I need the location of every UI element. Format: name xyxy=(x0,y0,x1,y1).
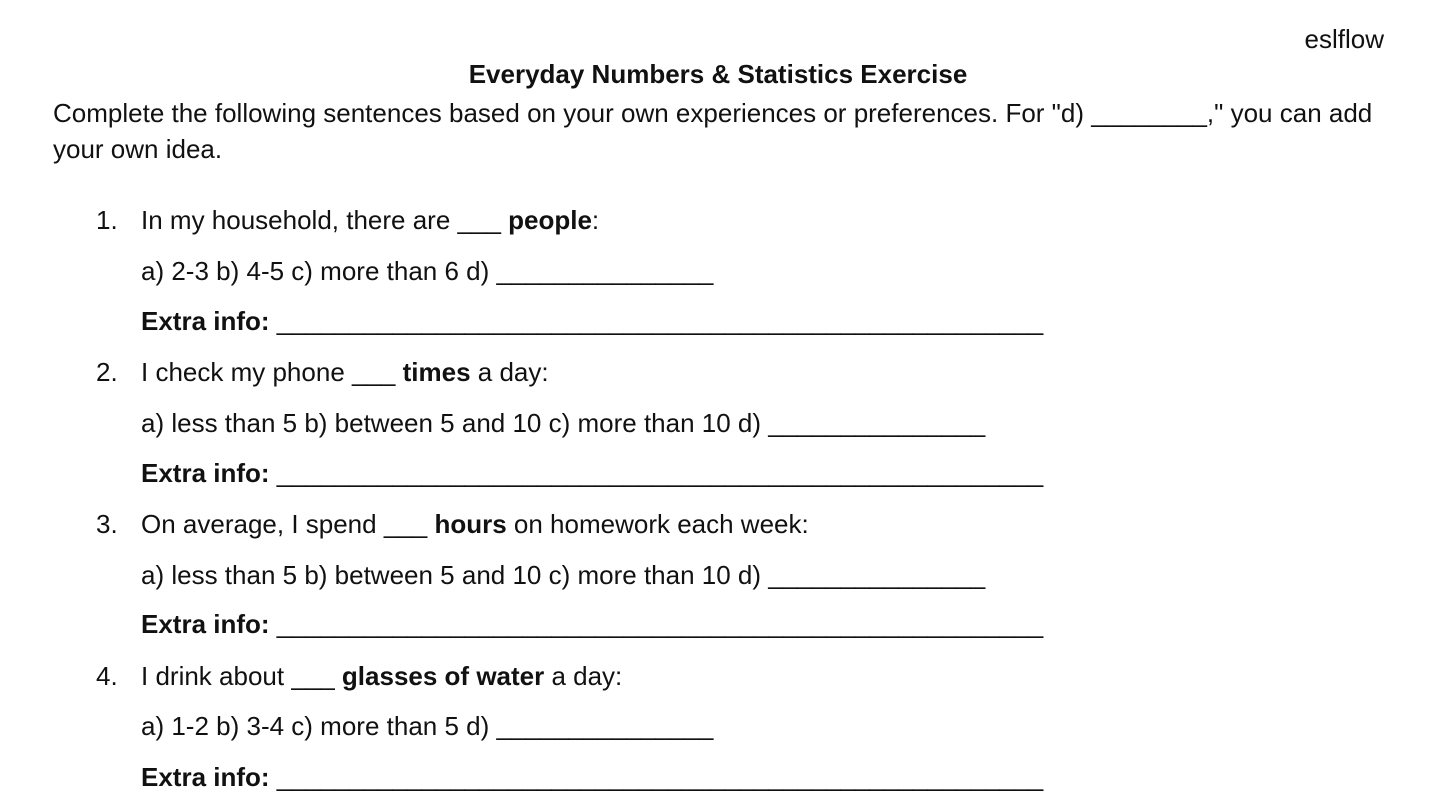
question-text-end: a day: xyxy=(544,661,623,691)
question-text-end: on homework each week: xyxy=(506,509,809,539)
question-number: 2. xyxy=(96,357,118,387)
question-2 xyxy=(96,357,549,387)
question-text: In my household, there are ___ xyxy=(141,205,509,235)
question-1 xyxy=(96,205,599,235)
question-4-extra-info xyxy=(141,762,1043,792)
question-keyword: people xyxy=(508,205,592,235)
question-number: 1. xyxy=(96,205,118,235)
question-2-extra-info xyxy=(141,458,1043,488)
question-text-end: a day: xyxy=(470,357,549,387)
question-text-end: : xyxy=(591,205,600,235)
question-1-extra-info xyxy=(141,306,1043,336)
question-4 xyxy=(96,661,622,691)
question-number: 4. xyxy=(96,661,118,691)
question-text: On average, I spend ___ xyxy=(141,509,435,539)
extra-info-label: Extra info: xyxy=(141,306,270,336)
question-keyword: hours xyxy=(434,509,507,539)
extra-info-blank: _____________________________________________________ xyxy=(269,762,1044,792)
brand-label: eslflow xyxy=(1304,24,1384,54)
extra-info-label: Extra info: xyxy=(141,458,270,488)
question-1-options: a) 2-3 b) 4-5 c) more than 6 d) _______________ xyxy=(141,256,714,286)
question-2-options: a) less than 5 b) between 5 and 10 c) more than 10 d) _______________ xyxy=(141,408,986,438)
question-number: 3. xyxy=(96,509,118,539)
page-title: Everyday Numbers & Statistics Exercise xyxy=(468,59,968,89)
extra-info-blank: _____________________________________________________ xyxy=(269,306,1044,336)
extra-info-label: Extra info: xyxy=(141,762,270,792)
question-keyword: glasses of water xyxy=(341,661,545,691)
extra-info-label: Extra info: xyxy=(141,609,270,639)
question-4-options: a) 1-2 b) 3-4 c) more than 5 d) _______________ xyxy=(141,711,714,741)
question-3-extra-info xyxy=(141,609,1043,639)
extra-info-blank: _____________________________________________________ xyxy=(269,458,1044,488)
instructions-text: Complete the following sentences based on your own experiences or preferences. For "d) ________," you can add your own idea. xyxy=(53,98,1373,164)
question-3-options: a) less than 5 b) between 5 and 10 c) more than 10 d) _______________ xyxy=(141,560,986,590)
question-text: I drink about ___ xyxy=(141,661,342,691)
question-3 xyxy=(96,509,809,539)
question-keyword: times xyxy=(402,357,471,387)
question-text: I check my phone ___ xyxy=(141,357,403,387)
extra-info-blank: _____________________________________________________ xyxy=(269,609,1044,639)
